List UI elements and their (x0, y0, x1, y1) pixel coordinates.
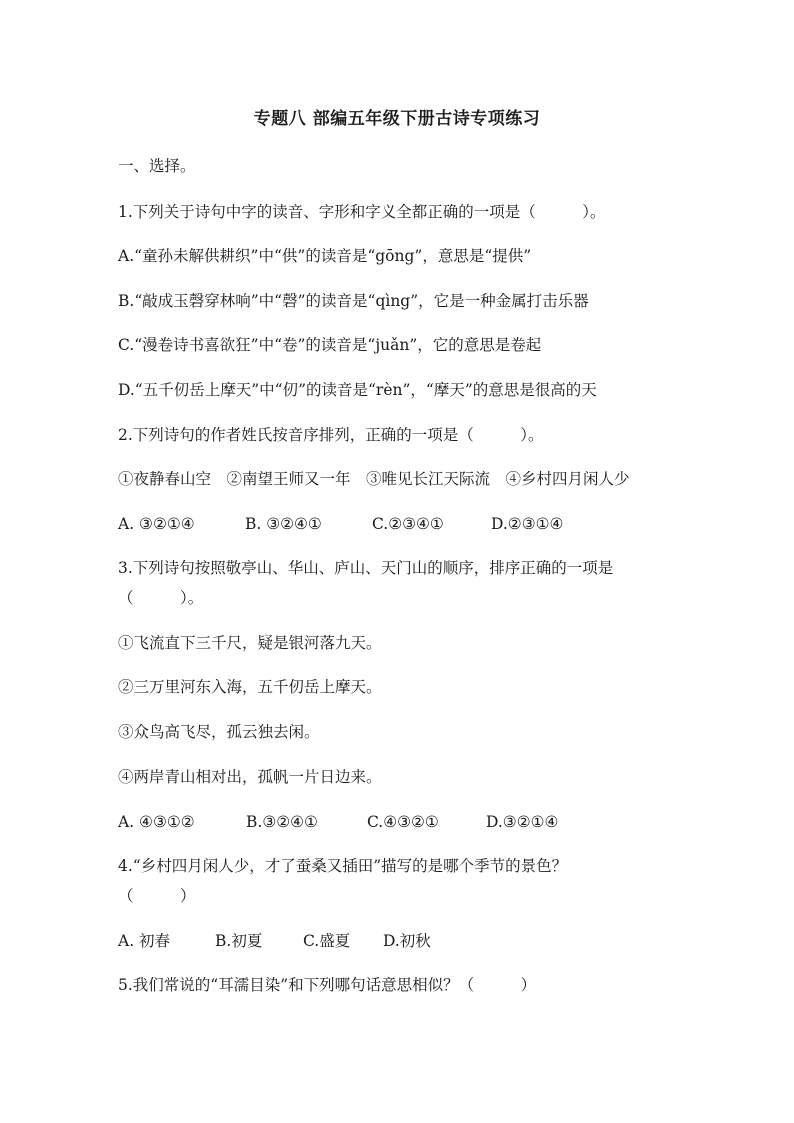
question-1-option-b: B.“敲成玉磬穿林响”中“磬”的读音是“qìng”，它是一种金属打击乐器 (118, 292, 589, 310)
question-1-option-c: C.“漫卷诗书喜欲狂”中“卷”的读音是“juǎn”，它的意思是卷起 (118, 336, 542, 354)
question-5-stem: 5.我们常说的“耳濡目染”和下列哪句话意思相似？（ ） (118, 976, 537, 994)
question-4-option-b: B.初夏 (215, 932, 263, 950)
question-3-options (118, 811, 558, 833)
question-3-option-c: C.④③②① (367, 813, 439, 831)
question-4-stem: 4.“乡村四月闲人少，才了蚕桑又插田”描写的是哪个季节的景色？ (118, 857, 568, 875)
question-3-line-2: ②三万里河东入海，五千仞岳上摩天。 (118, 678, 382, 696)
question-2-option-b: B. ③②④① (245, 515, 322, 533)
question-4-option-c: C.盛夏 (303, 932, 351, 950)
question-3-option-a: A. ④③①② (118, 813, 195, 831)
question-2-stem: 2.下列诗句的作者姓氏按音序排列，正确的一项是（ ）。 (118, 426, 544, 444)
question-3-stem: 3.下列诗句按照敬亭山、华山、庐山、天门山的顺序，排序正确的一项是 (118, 559, 614, 577)
question-1-option-a: A.“童孙未解供耕织”中“供”的读音是“gōng”，意思是“提供” (118, 247, 532, 265)
question-2-option-a: A. ③②①④ (118, 515, 195, 533)
question-4-options (118, 930, 431, 952)
page-title: 专题八 部编五年级下册古诗专项练习 (253, 109, 541, 129)
question-1-stem: 1.下列关于诗句中字的读音、字形和字义全都正确的一项是（ ）。 (118, 203, 606, 221)
question-3-stem-blank: （ ）。 (118, 589, 204, 607)
question-1-option-d: D.“五千仞岳上摩天”中“仞”的读音是“rèn”，“摩天”的意思是很高的天 (118, 381, 597, 399)
question-3-option-d: D.③②①④ (486, 813, 559, 831)
question-3-line-4: ④两岸青山相对出，孤帆一片日边来。 (118, 768, 382, 786)
question-2-option-c: C.②③④① (372, 515, 444, 533)
question-4-option-d: D.初秋 (383, 932, 431, 950)
question-3-line-3: ③众鸟高飞尽，孤云独去闲。 (118, 723, 320, 741)
question-2-option-d: D.②③①④ (491, 515, 564, 533)
question-2-options (118, 513, 563, 535)
question-4-stem-blank: （ ） (118, 887, 196, 905)
question-3-line-1: ①飞流直下三千尺，疑是银河落九天。 (118, 634, 382, 652)
section-heading: 一、选择。 (118, 157, 196, 175)
question-3-option-b: B.③②④① (246, 813, 318, 831)
question-4-option-a: A. 初春 (118, 932, 171, 950)
question-2-items: ①夜静春山空 ②南望王师又一年 ③唯见长江天际流 ④乡村四月闲人少 (118, 470, 630, 488)
